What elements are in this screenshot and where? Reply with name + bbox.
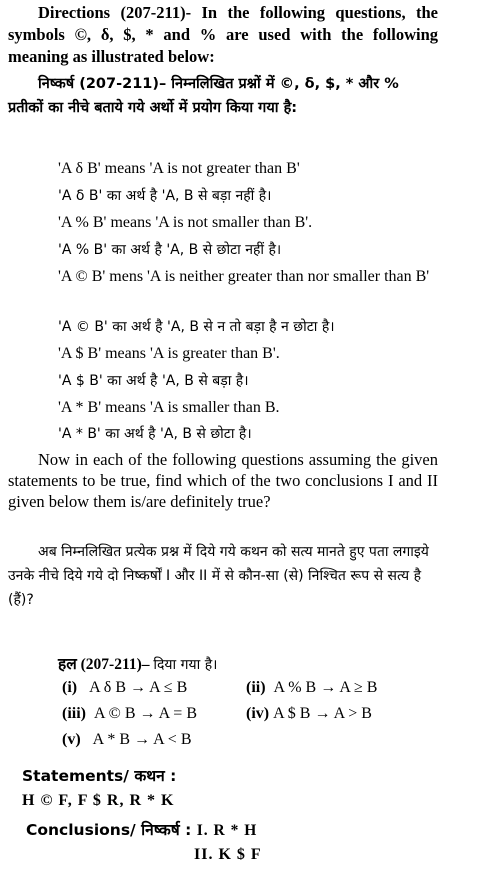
rule-2 — [246, 679, 377, 697]
definition-percent-en: 'A % B' means 'A is not smaller than B'. — [58, 214, 313, 231]
solution-title-rest: दिया गया है। — [153, 657, 218, 673]
solution-title — [58, 652, 217, 674]
definition-percent-hi: 'A % B' का अर्थ है 'A, B से छोटा नहीं है। — [58, 242, 282, 258]
definition-star-en: 'A * B' means 'A is smaller than B. — [58, 399, 280, 416]
instruction-hindi: अब निम्नलिखित प्रत्येक प्रश्न में दिये गये कथन को सत्य मानते हुए पता लगाइये उनके नीचे दिये गये दो निष्कर्षों I और II में से कौन-सा (से) निश्चित रूप से सत्य है (हैं)? — [8, 544, 429, 608]
conclusion-1: I. R * H — [196, 822, 258, 839]
rule-3 — [62, 705, 197, 723]
conclusions-label: Conclusions/ निष्कर्ष : — [26, 821, 192, 839]
rule-3-number: (iii) — [62, 705, 86, 722]
statements-label: Statements/ कथन : — [22, 767, 177, 785]
rule-4-number: (iv) — [246, 705, 270, 722]
rule-3-text: A © B → A = B — [94, 705, 197, 722]
rule-4-text: A $ B → A > B — [273, 705, 372, 722]
definition-delta-en: 'A δ B' means 'A is not greater than B' — [58, 160, 300, 177]
rule-5-text: A * B → A < B — [92, 731, 192, 748]
rule-1-text: A δ B → A ≤ B — [89, 679, 188, 696]
rule-2-number: (ii) — [246, 679, 266, 696]
statements: H © F, F $ R, R * K — [22, 792, 175, 809]
directions-english: Directions (207-211)- In the following questions, the symbols ©, δ, $, * and % are used with the following meaning as illustrated below: — [8, 3, 438, 66]
rule-1-number: (i) — [62, 679, 78, 696]
solution-title-bold: हल (207-211)– — [58, 656, 150, 673]
definition-copyright-hi: 'A © B' का अर्थ है 'A, B से न तो बड़ा है न छोटा है। — [58, 319, 335, 335]
conclusion-2: II. K $ F — [194, 846, 262, 863]
definition-copyright-en: 'A © B' mens 'A is neither greater than nor smaller than B' — [58, 268, 430, 285]
rule-4 — [246, 705, 372, 723]
definition-dollar-hi: 'A $ B' का अर्थ है 'A, B से बड़ा है। — [58, 373, 249, 389]
definition-dollar-en: 'A $ B' means 'A is greater than B'. — [58, 345, 280, 362]
rule-5 — [62, 731, 191, 749]
rule-5-number: (v) — [62, 731, 81, 748]
directions-hindi: निष्कर्ष (207-211)– निम्नलिखित प्रश्नों में ©, δ, $, * और % प्रतीकों का नीचे बताये गये अर्थो में प्रयोग किया गया है: — [8, 76, 399, 116]
rule-2-text: A % B → A ≥ B — [273, 679, 378, 696]
instruction-english: Now in each of the following questions assuming the given statements to be true, find which of the two conclusions I and II given below them is/are definitely true? — [8, 450, 438, 511]
rule-1 — [62, 679, 187, 697]
definition-star-hi: 'A * B' का अर्थ है 'A, B से छोटा है। — [58, 426, 252, 442]
definition-delta-hi: 'A δ B' का अर्थ है 'A, B से बड़ा नहीं है। — [58, 188, 272, 204]
conclusions-row — [26, 818, 257, 840]
